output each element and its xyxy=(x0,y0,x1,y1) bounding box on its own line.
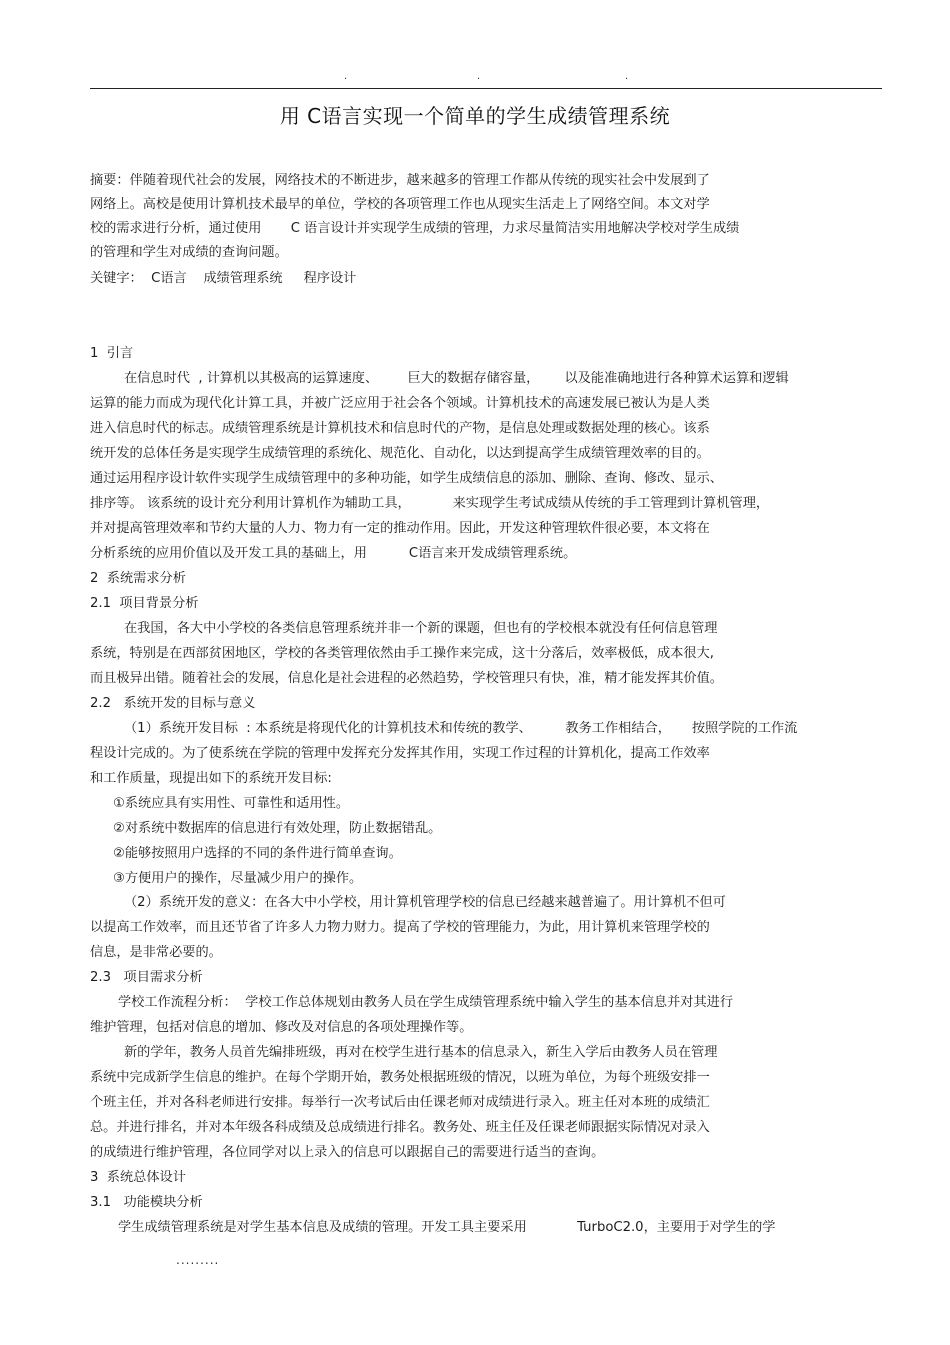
subsection-heading: 2.2 系统开发的目标与意义 xyxy=(90,696,256,711)
paragraph-line: 在信息时代 , 计算机以其极高的运算速度、 巨大的数据存储容量， 以及能准确地进行各种算术运算和逻辑 xyxy=(124,371,789,386)
paragraph-line: 信息，是非常必要的。 xyxy=(90,945,222,960)
paragraph-line: （2）系统开发的意义：在各大中小学校，用计算机管理学校的信息已经越来越普遍了。用计算机不但可 xyxy=(124,895,726,910)
keywords-line: 关键字： C语言 成绩管理系统 程序设计 xyxy=(90,271,357,286)
paragraph-line: 总。并进行排名，并对本年级各科成绩及总成绩进行排名。教务处、班主任及任课老师跟据实际情况对录入 xyxy=(90,1120,710,1135)
paragraph-line: 学校工作流程分析： 学校工作总体规划由教务人员在学生成绩管理系统中输入学生的基本信息并对其进行 xyxy=(118,995,734,1010)
paragraph-line: 程设计完成的。为了使系统在学院的管理中发挥充分发挥其作用，实现工作过程的计算机化，提高工作效率 xyxy=(90,746,710,761)
page-footer: ......... xyxy=(176,1253,220,1267)
paragraph-line: 分析系统的应用价值以及开发工具的基础上，用 C语言来开发成绩管理系统。 xyxy=(90,546,577,561)
abstract-line: 网络上。高校是使用计算机技术最早的单位，学校的各项管理工作也从现实生活走上了网络空间。本文对学 xyxy=(90,197,710,212)
list-item: ②能够按照用户选择的不同的条件进行简单查询。 xyxy=(113,846,402,861)
paragraph-line: 新的学年，教务人员首先编排班级，再对在校学生进行基本的信息录入，新生入学后由教务人员在管理 xyxy=(124,1045,718,1060)
paragraph-line: 而且极异出错。随着社会的发展，信息化是社会进程的必然趋势，学校管理只有快，准，精才能发挥其价值。 xyxy=(90,671,723,686)
paragraph-line: 并对提高管理效率和节约大量的人力、物力有一定的推动作用。因此，开发这种管理软件很必要，本文将在 xyxy=(90,521,710,536)
document-title: 用 C语言实现一个简单的学生成绩管理系统 xyxy=(279,104,671,128)
paragraph-line: （1）系统开发目标 : 本系统是将现代化的计算机技术和传统的教学、 教务工作相结合， 按照学院的工作流 xyxy=(124,721,798,736)
paragraph-line: 排序等。 该系统的设计充分利用计算机作为辅助工具， 来实现学生考试成绩从传统的手工管理到计算机管理， xyxy=(90,496,770,511)
paragraph-line: 运算的能力而成为现代化计算工具，并被广泛应用于社会各个领域。计算机技术的高速发展已被认为是人类 xyxy=(90,396,710,411)
section-heading: 2 系统需求分析 xyxy=(90,571,186,586)
list-item: ③方便用户的操作，尽量减少用户的操作。 xyxy=(113,871,363,886)
list-item: ①系统应具有实用性、可靠性和适用性。 xyxy=(113,796,350,811)
abstract-line: 摘要：伴随着现代社会的发展，网络技术的不断进步，越来越多的管理工作都从传统的现实社会中发展到了 xyxy=(90,173,710,188)
paragraph-line: 以提高工作效率，而且还节省了许多人力物力财力。提高了学校的管理能力，为此，用计算机来管理学校的 xyxy=(90,920,710,935)
paragraph-line: 维护管理，包括对信息的增加、修改及对信息的各项处理操作等。 xyxy=(90,1020,473,1035)
list-item: ②对系统中数据库的信息进行有效处理，防止数据错乱。 xyxy=(113,821,442,836)
header-mark-3: . xyxy=(625,71,629,82)
subsection-heading: 2.1 项目背景分析 xyxy=(90,596,199,611)
subsection-heading: 2.3 项目需求分析 xyxy=(90,970,203,985)
paragraph-line: 通过运用程序设计软件实现学生成绩管理中的多种功能，如学生成绩信息的添加、删除、查询、修改、显示、 xyxy=(90,471,723,486)
abstract-line: 校的需求进行分析，通过使用 C 语言设计并实现学生成绩的管理，力求尽量简洁实用地解决学校对学生成绩 xyxy=(90,221,740,236)
paragraph-line: 学生成绩管理系统是对学生基本信息及成绩的管理。开发工具主要采用 TurboC2.0，主要用于对学生的学 xyxy=(118,1220,776,1235)
subsection-heading: 3.1 功能模块分析 xyxy=(90,1195,203,1210)
header-mark-1: . xyxy=(344,71,348,82)
abstract-line: 的管理和学生对成绩的查询问题。 xyxy=(90,245,288,260)
header-mark-2: . xyxy=(477,71,481,82)
section-heading: 3 系统总体设计 xyxy=(90,1170,186,1185)
section-heading: 1 引言 xyxy=(90,346,134,361)
paragraph-line: 统开发的总体任务是实现学生成绩管理的系统化、规范化、自动化，以达到提高学生成绩管理效率的目的。 xyxy=(90,446,710,461)
paragraph-line: 在我国，各大中小学校的各类信息管理系统并非一个新的课题，但也有的学校根本就没有任何信息管理 xyxy=(124,621,718,636)
paragraph-line: 和工作质量，现提出如下的系统开发目标: xyxy=(90,771,332,786)
paragraph-line: 的成绩进行维护管理，各位同学对以上录入的信息可以跟据自己的需要进行适当的查询。 xyxy=(90,1145,605,1160)
header-rule xyxy=(90,88,882,89)
paragraph-line: 系统，特别是在西部贫困地区，学校的各类管理依然由手工操作来完成，这十分落后，效率极低，成本很大, xyxy=(90,646,715,661)
paragraph-line: 进入信息时代的标志。成绩管理系统是计算机技术和信息时代的产物，是信息处理或数据处理的核心。该系 xyxy=(90,421,710,436)
paragraph-line: 系统中完成新学生信息的维护。在每个学期开始，教务处根据班级的情况，以班为单位，为每个班级安排一 xyxy=(90,1070,710,1085)
paragraph-line: 个班主任，并对各科老师进行安排。每举行一次考试后由任课老师对成绩进行录入。班主任对本班的成绩汇 xyxy=(90,1095,710,1110)
